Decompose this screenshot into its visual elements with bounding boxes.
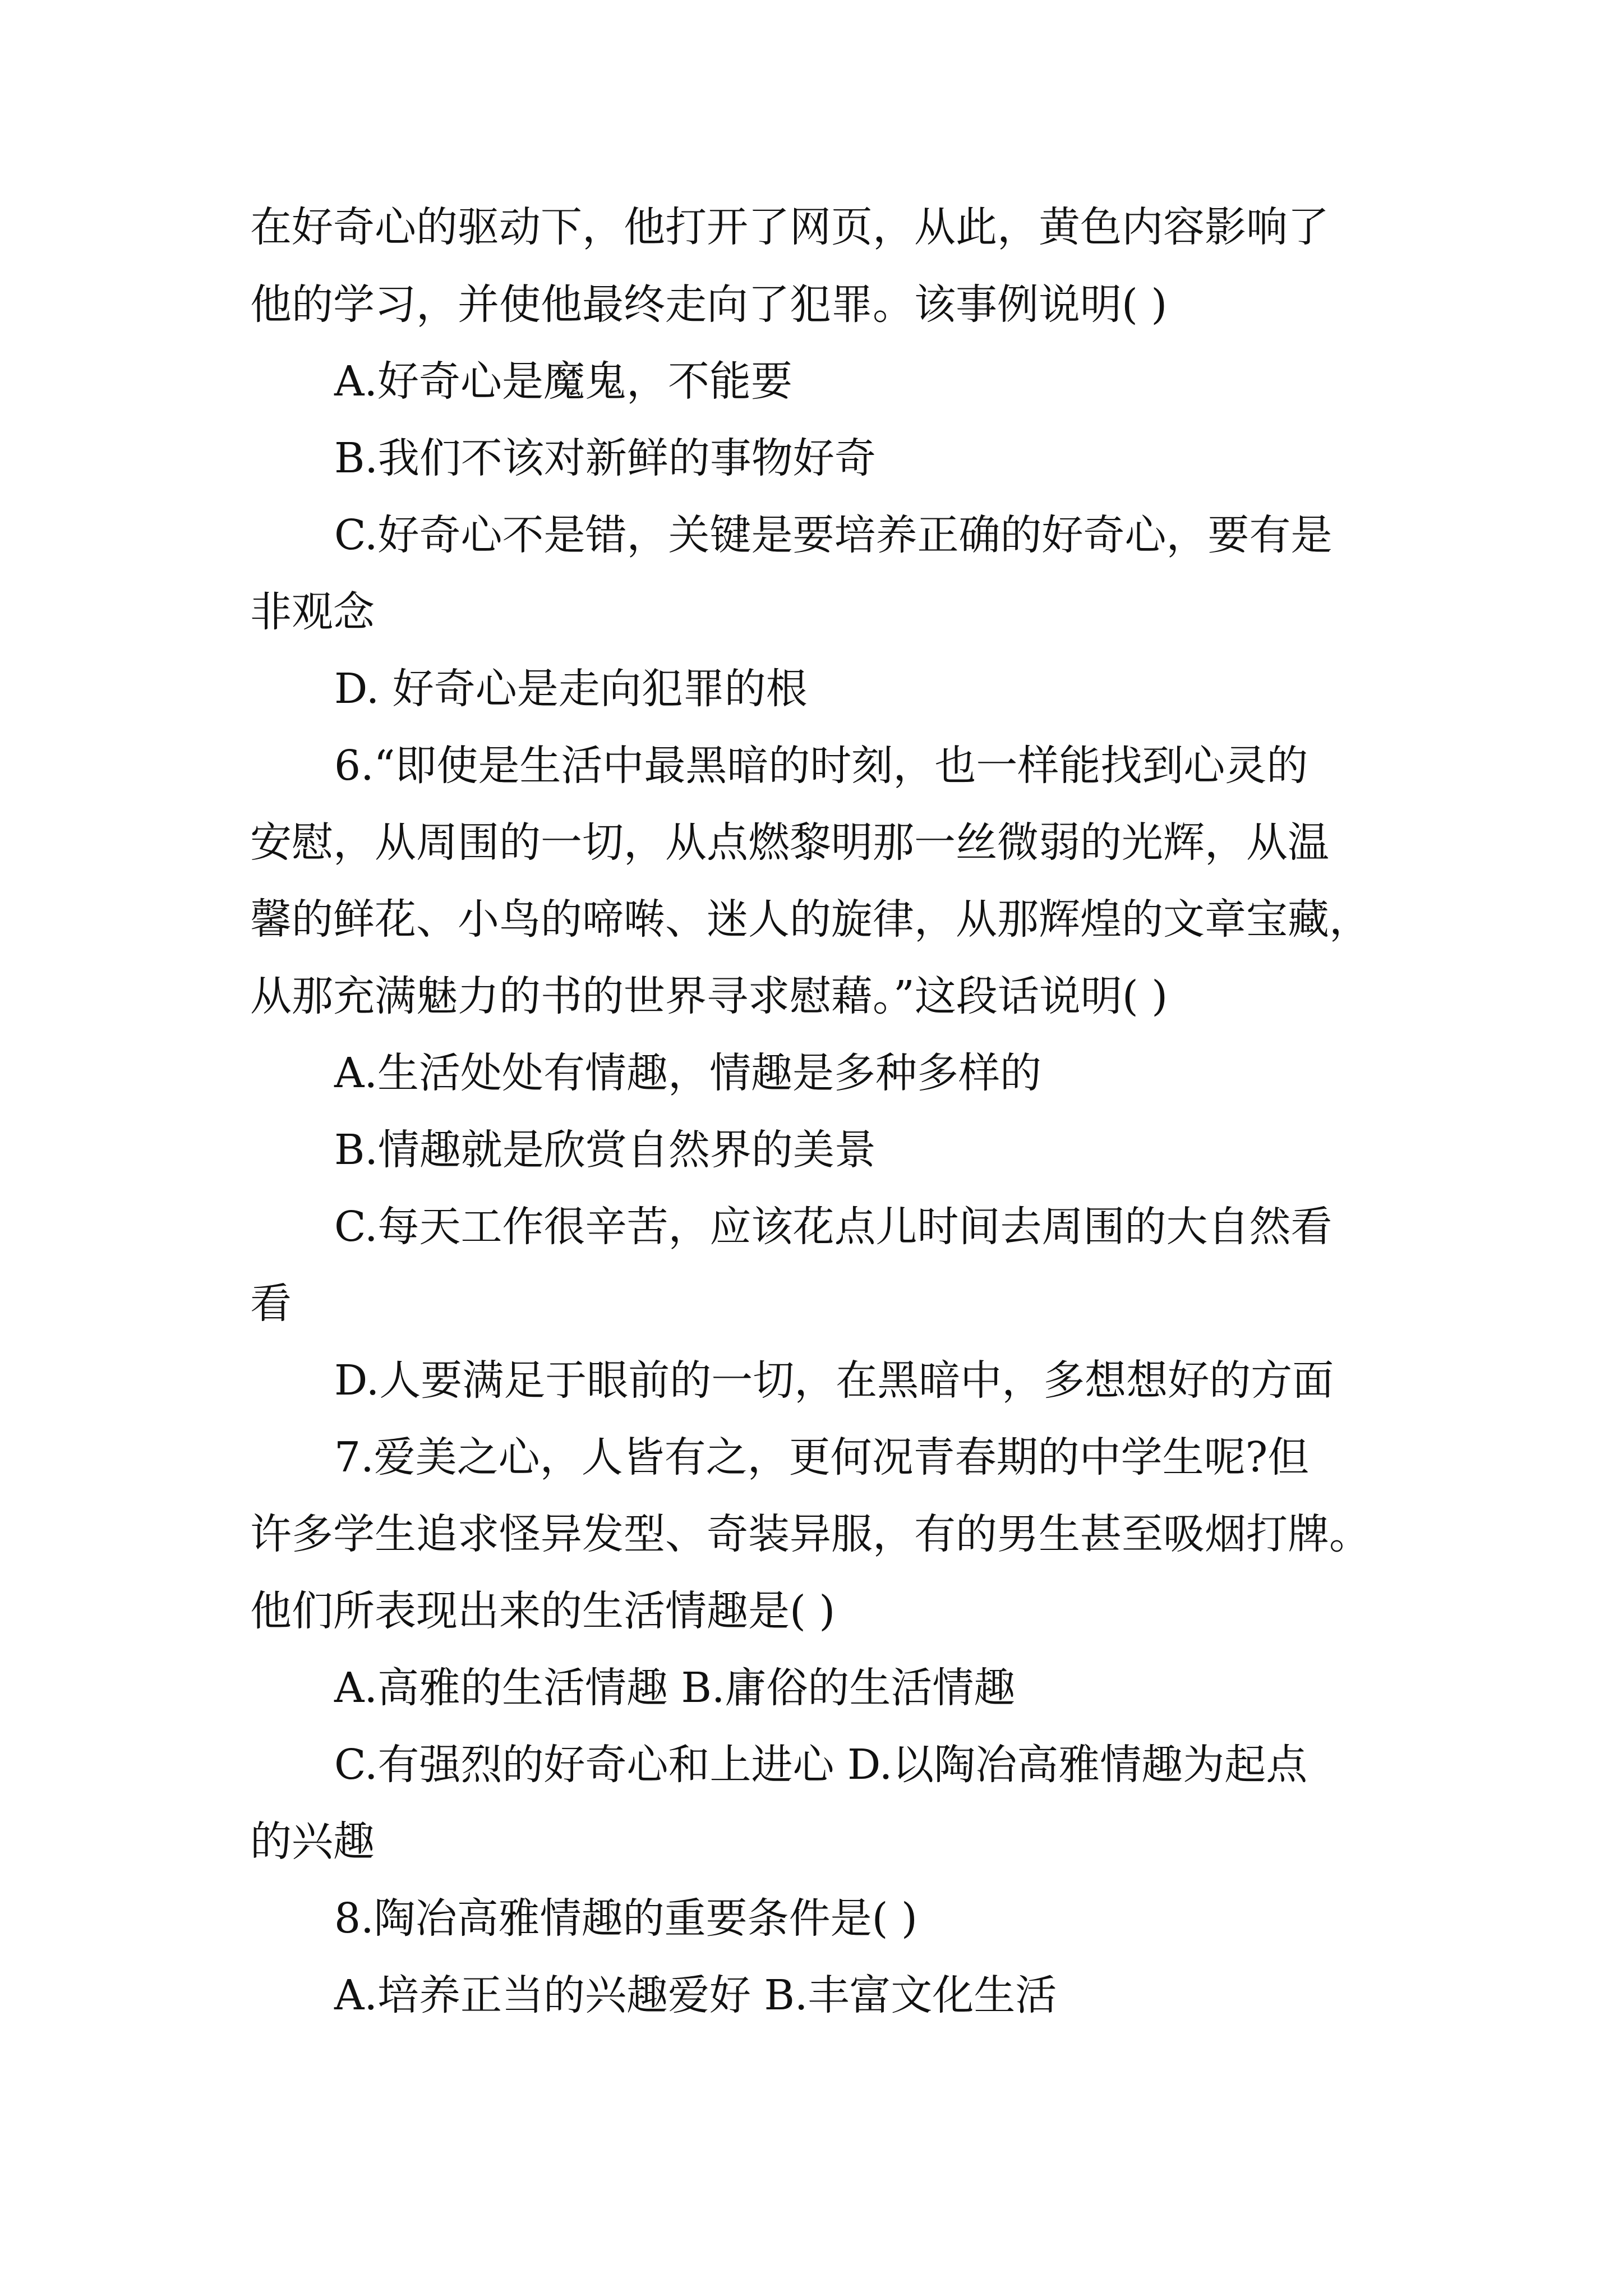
option-line: D. 好奇心是走向犯罪的根 — [334, 665, 808, 713]
text-line: 在好奇心的驱动下，他打开了网页，从此，黄色内容影响了 — [250, 203, 1329, 251]
text-line: 许多学生追求怪异发型、奇装异服，有的男生甚至吸烟打牌。 — [250, 1510, 1371, 1558]
option-line: A.高雅的生活情趣 B.庸俗的生活情趣 — [334, 1664, 1016, 1712]
text-line: 他的学习，并使他最终走向了犯罪。该事例说明( ) — [250, 280, 1168, 329]
text-line: 他们所表现出来的生活情趣是( ) — [250, 1587, 836, 1635]
option-line: C.每天工作很辛苦，应该花点儿时间去周围的大自然看 — [334, 1203, 1332, 1251]
text-line: 看 — [250, 1280, 292, 1328]
option-line: A.培养正当的兴趣爱好 B.丰富文化生活 — [334, 1971, 1057, 2019]
option-line: A.好奇心是魔鬼，不能要 — [334, 357, 792, 406]
option-line: D.人要满足于眼前的一切，在黑暗中，多想想好的方面 — [334, 1356, 1334, 1405]
question-line: 7.爱美之心，人皆有之，更何况青春期的中学生呢?但 — [334, 1433, 1310, 1481]
text-line: 的兴趣 — [250, 1818, 375, 1866]
option-line: A.生活处处有情趣，情趣是多种多样的 — [334, 1049, 1041, 1097]
text-line: 从那充满魅力的书的世界寻求慰藉。”这段话说明( ) — [250, 972, 1168, 1020]
option-line: C.好奇心不是错，关键是要培养正确的好奇心，要有是 — [334, 511, 1332, 559]
option-line: B.我们不该对新鲜的事物好奇 — [334, 434, 876, 482]
question-line: 6.“即使是生活中最黑暗的时刻，也一样能找到心灵的 — [334, 742, 1308, 790]
option-line: C.有强烈的好奇心和上进心 D.以陶冶高雅情趣为起点 — [334, 1741, 1308, 1789]
text-line: 非观念 — [250, 588, 375, 636]
question-line: 8.陶冶高雅情趣的重要条件是( ) — [334, 1894, 917, 1943]
option-line: B.情趣就是欣赏自然界的美景 — [334, 1126, 876, 1174]
text-line: 安慰，从周围的一切，从点燃黎明那一丝微弱的光辉，从温 — [250, 818, 1329, 867]
text-line: 馨的鲜花、小鸟的啼啭、迷人的旋律，从那辉煌的文章宝藏， — [250, 895, 1371, 944]
